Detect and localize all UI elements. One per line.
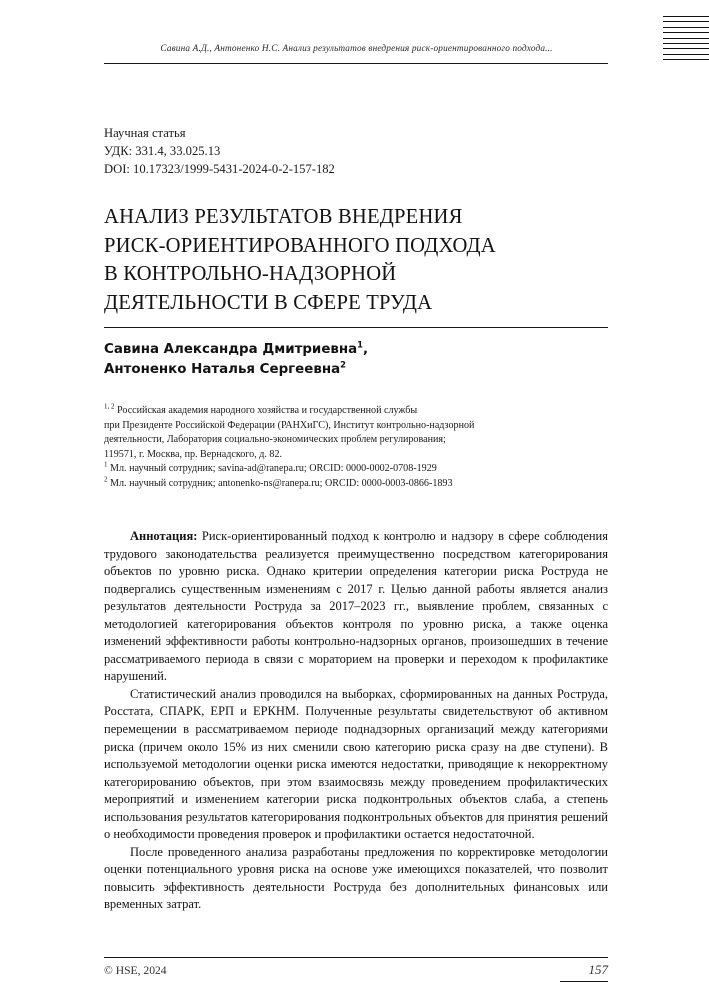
page-number: 157 bbox=[588, 962, 608, 977]
affiliation-address: 119571, г. Москва, пр. Вернадского, д. 82. bbox=[104, 448, 283, 460]
title-divider bbox=[104, 327, 608, 328]
author-note bbox=[104, 462, 644, 477]
affiliation-line: деятельности, Лаборатория социально-экономических проблем регулирования; bbox=[104, 434, 446, 446]
corner-line bbox=[663, 59, 709, 60]
author-note-marker: 1 bbox=[104, 461, 108, 470]
abstract-paragraph-text: Риск-ориентированный подход к контролю и надзору в сфере соблюдения трудового законодательства реализуется преимущественно посредством категорирования объектов по уровню риска. Однако критерии определения категории риска Роструда не подвергались существенным изменениям с 2017 г. Целью данной работы является анализ результатов деятельности Роструда за 2017–2023 гг., выявление проблем, связанных с методологией категорирования объектов контроля по уровню риска, а также оценка изменений эффективности работы контрольно-надзорных органов, произошедших в течение рассматриваемого периода в связи с мораторием на проверки и переходом к профилактике нарушений. bbox=[104, 529, 608, 684]
page-number-underline bbox=[560, 981, 608, 982]
abstract-section bbox=[104, 528, 608, 914]
title-line-1: АНАЛИЗ РЕЗУЛЬТАТОВ ВНЕДРЕНИЯ bbox=[104, 206, 463, 228]
article-type: Научная статья bbox=[104, 126, 186, 140]
author-affiliation-marker: 2 bbox=[340, 359, 346, 370]
abstract-paragraph: После проведенного анализа разработаны предложения по корректировке методологии оценки потенциального уровня риска на основе уже имеющихся показателей, что позволит повысить эффективность деятельности Роструда без дополнительных финансовых или временных затрат. bbox=[104, 844, 608, 912]
abstract-paragraph bbox=[104, 528, 608, 686]
running-head: Савина А.Д., Антоненко Н.С. Анализ результатов внедрения риск-ориентированного подхода... bbox=[160, 44, 553, 54]
author-list bbox=[104, 340, 624, 379]
author-note bbox=[104, 477, 644, 492]
corner-line-marks bbox=[663, 16, 709, 64]
affiliation-text: Российская академия народного хозяйства и государственной службы bbox=[117, 405, 418, 416]
abstract-label: Аннотация: bbox=[130, 529, 198, 543]
udk-code: УДК: 331.4, 33.025.13 bbox=[104, 144, 221, 159]
page-title bbox=[104, 203, 624, 317]
corner-line bbox=[663, 38, 709, 39]
copyright-notice: © HSE, 2024 bbox=[104, 964, 167, 977]
author-entry bbox=[104, 360, 624, 380]
corner-line bbox=[663, 21, 709, 22]
affiliation-block bbox=[104, 404, 644, 492]
page-header bbox=[0, 44, 709, 72]
author-entry bbox=[104, 340, 624, 360]
footer-divider bbox=[104, 957, 608, 958]
affiliation-line: при Президенте Российской Федерации (РАНХиГС), Институт контрольно-надзорной bbox=[104, 419, 475, 431]
author-note-text: Мл. научный сотрудник; savina-ad@ranepa.ru; ORCID: 0000-0002-0708-1929 bbox=[110, 463, 437, 475]
corner-line bbox=[663, 32, 709, 33]
author-affiliation-marker: 1 bbox=[357, 339, 363, 350]
author-note-marker: 2 bbox=[104, 475, 108, 484]
title-line-2: РИСК-ОРИЕНТИРОВАННОГО ПОДХОДА bbox=[104, 234, 496, 257]
author-separator: , bbox=[363, 342, 369, 357]
affiliation-line bbox=[104, 404, 644, 419]
author-name: Антоненко Наталья Сергеевна bbox=[104, 361, 341, 377]
author-name: Савина Александра Дмитриевна bbox=[104, 342, 358, 357]
corner-line bbox=[663, 16, 709, 17]
title-line-3: В КОНТРОЛЬНО-НАДЗОРНОЙ bbox=[104, 263, 397, 286]
corner-line bbox=[663, 54, 709, 55]
doi[interactable]: DOI: 10.17323/1999-5431-2024-0-2-157-182 bbox=[104, 162, 335, 177]
corner-line bbox=[663, 27, 709, 28]
corner-line bbox=[663, 43, 709, 44]
article-metadata bbox=[104, 124, 335, 179]
corner-line bbox=[663, 48, 709, 49]
author-note-text: Мл. научный сотрудник; antonenko-ns@ranepa.ru; ORCID: 0000-0003-0866-1893 bbox=[110, 477, 453, 489]
affiliation-marker: 1, 2 bbox=[104, 402, 115, 411]
header-divider bbox=[104, 63, 608, 64]
abstract-paragraph: Статистический анализ проводился на выборках, сформированных на данных Роструда, Росстата, СПАРК, ЕРП и ЕРКНМ. Полученные результаты свидетельствуют об активном перемещении в рассматриваемом периоде поднадзорных организаций между категориями риска (причем около 15% из них сменили свою категорию риска сразу на две ступени). В используемой методологии оценки риска имеются недостатки, приводящие к некорректному категорированию объектов, при этом взаимосвязь между проведением профилактических мероприятий и изменением категории риска подконтрольных объектов слаба, а степень использования результатов категорирования подконтрольных объектов для принятия решений о необходимости проведения проверок и профилактики остается недостаточной. bbox=[104, 686, 608, 842]
title-line-4: ДЕЯТЕЛЬНОСТИ В СФЕРЕ ТРУДА bbox=[104, 291, 433, 314]
